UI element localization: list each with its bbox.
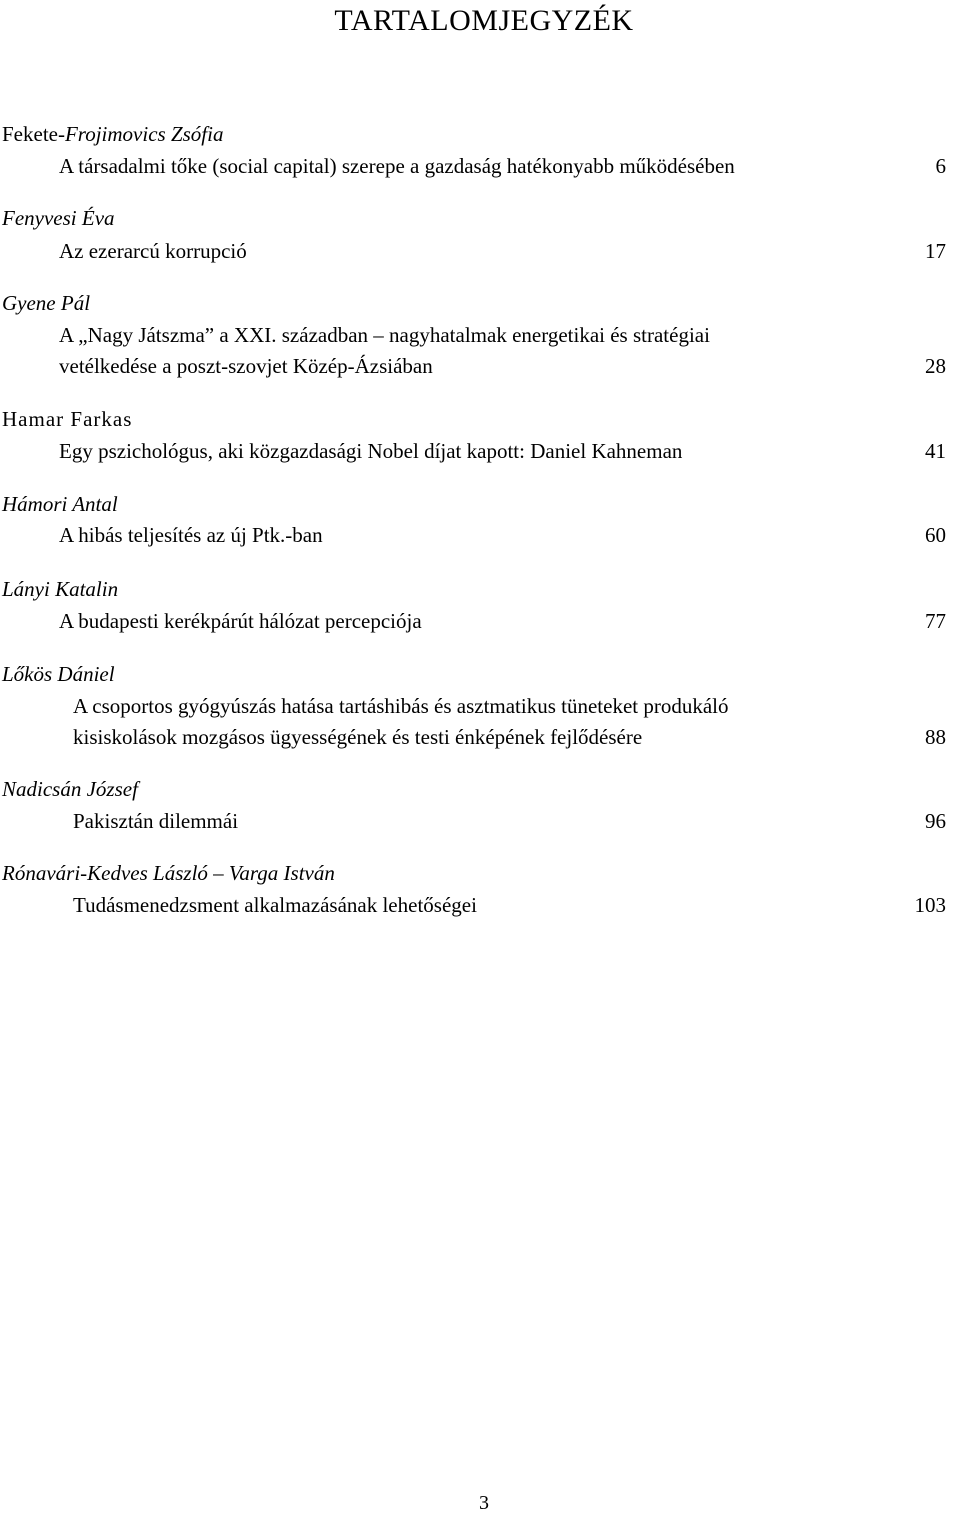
- author-italic: Fenyvesi Éva: [2, 206, 115, 230]
- entry-title-line[interactable]: A budapesti kerékpárút hálózat percepciója: [59, 609, 422, 633]
- entry-author: [2, 576, 118, 602]
- entry-title-line[interactable]: Egy pszichológus, aki közgazdasági Nobel díjat kapott: Daniel Kahneman: [59, 439, 683, 463]
- entry-page-number[interactable]: 41: [925, 439, 946, 463]
- author-italic: Gyene Pál: [2, 291, 91, 315]
- entry-page-number[interactable]: 60: [925, 523, 946, 547]
- page-title: TARTALOMJEGYZÉK: [334, 4, 634, 37]
- entry-author: [2, 121, 223, 147]
- entry-title-line[interactable]: A „Nagy Játszma” a XXI. században – nagyhatalmak energetikai és stratégiai: [59, 323, 710, 347]
- author-italic: Frojimovics Zsófia: [64, 122, 224, 146]
- author-plain: Hamar Farkas: [2, 407, 133, 431]
- entry-author: [2, 290, 90, 316]
- entry-page-number[interactable]: 96: [925, 809, 946, 833]
- entry-title-line[interactable]: A társadalmi tőke (social capital) szerepe a gazdaság hatékonyabb működésében: [59, 154, 735, 178]
- author-italic: Lányi Katalin: [2, 577, 119, 601]
- entry-page-number[interactable]: 77: [925, 609, 946, 633]
- author-plain: Fekete-: [2, 122, 65, 146]
- entry-author: [2, 661, 115, 687]
- entry-page-number[interactable]: 28: [925, 354, 946, 378]
- entry-author: [2, 491, 118, 517]
- entry-page-number[interactable]: 6: [935, 154, 946, 178]
- author-italic: Nadicsán József: [2, 777, 138, 801]
- entry-title-line[interactable]: A csoportos gyógyúszás hatása tartáshibás és asztmatikus tüneteket produkáló: [73, 694, 729, 718]
- entry-page-number[interactable]: 103: [914, 893, 946, 917]
- entry-title-line[interactable]: Az ezerarcú korrupció: [59, 239, 247, 263]
- author-italic: Hámori Antal: [2, 492, 118, 516]
- author-italic: Rónavári-Kedves László – Varga István: [2, 861, 335, 885]
- entry-title-line[interactable]: kisiskolások mozgásos ügyességének és testi énképének fejlődésére: [73, 725, 643, 749]
- entry-page-number[interactable]: 88: [925, 725, 946, 749]
- page-number-footer: 3: [479, 1492, 489, 1514]
- entry-author: [2, 860, 335, 886]
- entry-page-number[interactable]: 17: [925, 239, 946, 263]
- entry-title-line[interactable]: Tudásmenedzsment alkalmazásának lehetőségei: [73, 893, 477, 917]
- entry-author: [2, 406, 132, 432]
- entry-author: [2, 205, 115, 231]
- entry-title-line[interactable]: vetélkedése a poszt-szovjet Közép-Ázsiában: [59, 354, 433, 378]
- entry-author: [2, 776, 138, 802]
- entry-title-line[interactable]: Pakisztán dilemmái: [73, 809, 239, 833]
- author-italic: Lőkös Dániel: [2, 662, 115, 686]
- entry-title-line[interactable]: A hibás teljesítés az új Ptk.-ban: [59, 523, 323, 547]
